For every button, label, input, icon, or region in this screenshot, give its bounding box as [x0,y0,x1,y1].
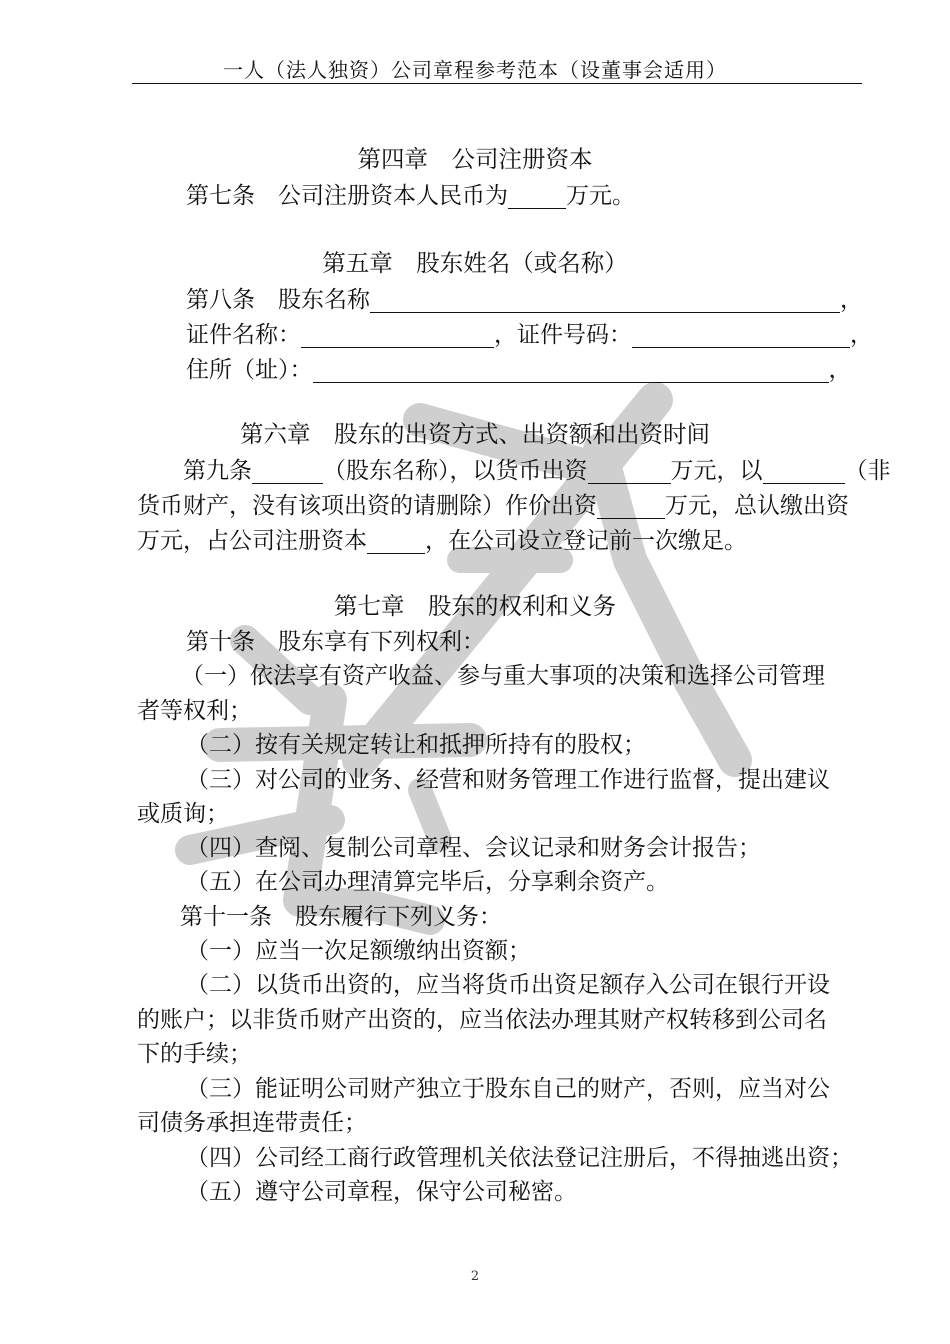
address-blank [313,360,829,383]
cert-no-label: ，证件号码： [494,322,632,348]
article-11-item-4: （四）公司经工商行政管理机关依法登记注册后，不得抽逃出资； [186,1145,853,1171]
article-9-line-3 [137,526,747,556]
cash-amount-blank [588,461,671,484]
chapter-5-title: 第五章 股东姓名（或名称） [322,249,628,277]
chapter-4-title: 第四章 公司注册资本 [357,145,593,173]
article-10-item-5: （五）在公司办理清算完毕后，分享剩余资产。 [186,869,669,895]
article-9-label: 第九条 [183,458,252,484]
chapter-7-title: 第七章 股东的权利和义务 [334,592,616,620]
article-9-text-e: 货币财产，没有该项出资的请删除）作价出资 [137,493,597,519]
article-9-line-2 [137,491,849,521]
cert-name-blank [301,325,494,348]
article-10-item-4: （四）查阅、复制公司章程、会议记录和财务会计报告； [186,835,761,861]
article-9-line-1 [183,456,891,486]
article-11-item-1: （一）应当一次足额缴纳出资额； [186,938,531,964]
comma: ， [828,357,852,383]
article-7-text: 第七条 公司注册资本人民币为 [186,183,508,209]
article-10-item-1a: （一）依法享有资产收益、参与重大事项的决策和选择公司管理 [181,663,825,689]
article-10-item-1b: 者等权利； [137,698,252,724]
article-11-item-5: （五）遵守公司章程，保守公司秘密。 [186,1179,577,1205]
comma: ， [850,322,873,348]
article-7 [186,181,635,211]
article-8-text: 第八条 股东名称 [186,287,370,313]
shareholder-name-blank [370,290,840,313]
article-10-title: 第十条 股东享有下列权利： [186,629,485,655]
page-number: 2 [470,1269,480,1284]
article-9-text-b: （股东名称），以货币出资 [323,458,588,484]
chapter-6-title: 第六章 股东的出资方式、出资额和出资时间 [240,420,710,448]
article-10-item-3a: （三）对公司的业务、经营和财务管理工作进行监督，提出建议 [186,767,830,793]
shareholder-blank [252,461,323,484]
noncash-amount-blank [597,496,665,519]
article-9-text-g: 万元，占公司注册资本 [137,528,367,554]
cert-no-blank [632,325,850,348]
article-10-item-2: （二）按有关规定转让和抵押所持有的股权； [186,732,646,758]
article-8-line-3 [186,355,852,385]
article-11-item-2b: 的账户；以非货币财产出资的，应当依法办理其财产权转移到公司名 [137,1007,827,1033]
article-11-title: 第十一条 股东履行下列义务： [180,904,502,930]
article-8-line-2 [186,320,873,350]
article-11-item-2c: 下的手续； [137,1041,252,1067]
article-9-text-d: （非 [844,458,891,484]
article-11-item-3a: （三）能证明公司财产独立于股东自己的财产，否则，应当对公 [186,1076,830,1102]
article-11-item-2a: （二）以货币出资的，应当将货币出资足额存入公司在银行开设 [186,972,830,998]
capital-amount-blank [508,186,566,209]
article-11-item-3b: 司债务承担连带责任； [137,1110,367,1136]
header-rule [132,83,862,84]
page-header: 一人（法人独资）公司章程参考范本（设董事会适用） [223,58,727,82]
noncash-blank [763,461,845,484]
article-7-unit: 万元。 [566,183,635,209]
article-10-item-3b: 或质询； [137,801,229,827]
percent-blank [367,531,425,554]
article-9-text-h: ，在公司设立登记前一次缴足。 [425,528,747,554]
comma: ， [840,287,863,313]
address-label: 住所（址）： [186,357,313,383]
article-9-text-c: 万元，以 [670,458,763,484]
article-9-text-f: 万元，总认缴出资 [665,493,849,519]
cert-name-label: 证件名称： [186,322,301,348]
article-8-line-1 [186,285,863,315]
